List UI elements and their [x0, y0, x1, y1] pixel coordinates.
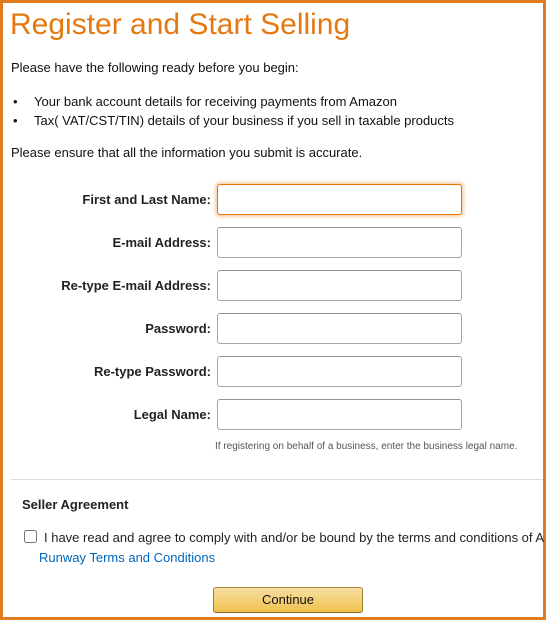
retype-email-label: Re-type E-mail Address: [61, 278, 211, 293]
password-input[interactable] [217, 313, 462, 344]
name-input[interactable] [217, 184, 462, 215]
requirements-list [11, 92, 454, 130]
legal-name-input[interactable] [217, 399, 462, 430]
terms-link[interactable]: Runway Terms and Conditions [39, 550, 216, 565]
retype-email-input[interactable] [217, 270, 462, 301]
requirement-bank-text: Your bank account details for receiving payments from Amazon [34, 94, 397, 109]
legal-name-label: Legal Name: [133, 407, 211, 422]
email-row [0, 227, 546, 259]
requirement-tax-text: Tax( VAT/CST/TIN) details of your business if you sell in taxable products [34, 113, 455, 128]
legal-name-row [0, 399, 546, 431]
password-label: Password: [145, 321, 211, 336]
retype-password-input[interactable] [217, 356, 462, 387]
password-row [0, 313, 546, 345]
email-input[interactable] [217, 227, 462, 258]
list-item [11, 111, 454, 130]
retype-email-row [0, 270, 546, 302]
list-item [11, 92, 454, 111]
retype-password-label: Re-type Password: [93, 364, 211, 379]
intro-text: Please have the following ready before you begin: [11, 60, 299, 75]
accuracy-notice: Please ensure that all the information you submit is accurate. [11, 145, 363, 160]
email-label: E-mail Address: [112, 235, 211, 250]
name-label: First and Last Name: [82, 192, 211, 207]
bullet-icon: • [13, 113, 18, 128]
seller-agreement-heading: Seller Agreement [22, 497, 129, 512]
section-divider [11, 479, 543, 480]
continue-button[interactable]: Continue [213, 587, 363, 613]
retype-password-row [0, 356, 546, 388]
page-title: Register and Start Selling [10, 8, 351, 41]
bullet-icon: • [13, 94, 18, 109]
legal-name-hint: If registering on behalf of a business, enter the business legal name. [215, 441, 518, 452]
agree-checkbox[interactable] [24, 530, 37, 543]
agree-text: I have read and agree to comply with and/or be bound by the terms and conditions of A [44, 530, 545, 545]
name-row [0, 184, 546, 216]
